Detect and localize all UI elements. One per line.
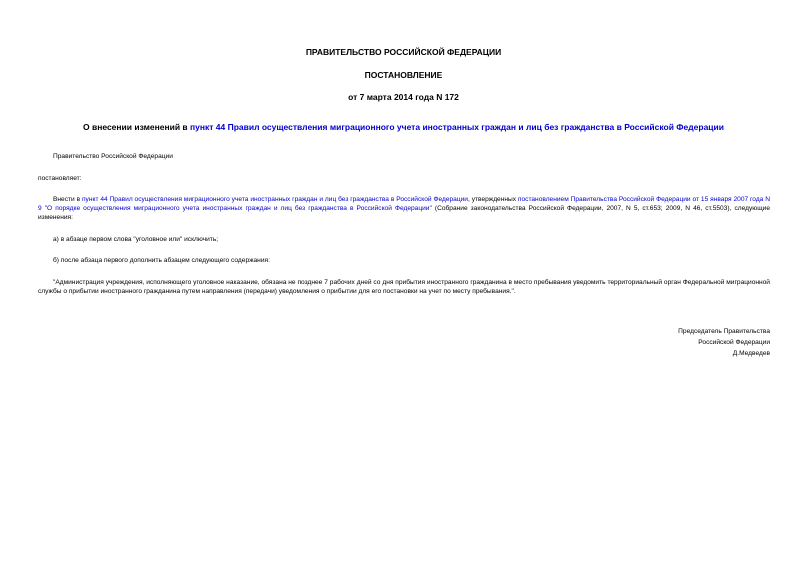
paragraph-amendment bbox=[38, 195, 770, 222]
quoted-paragraph: "Администрация учреждения, исполняющего уголовное наказание, обязана не позднее 7 рабочих дней со дня прибытия иностранного гражданина в место пребывания уведомить территориальный орган Федеральной миграционной службы о прибытии иностранного гражданина путем направления (передачи) уведомления о прибытии для его постановки на учет по месту пребывания.". bbox=[38, 279, 770, 295]
government-title: ПРАВИТЕЛЬСТВО РОССИЙСКОЙ ФЕДЕРАЦИИ bbox=[305, 47, 502, 57]
signature-org: Российской Федерации bbox=[698, 339, 770, 346]
paragraph-text-b: , утвержденных bbox=[467, 196, 518, 203]
document-subject bbox=[0, 122, 807, 132]
signature-title: Председатель Правительства bbox=[678, 328, 770, 335]
subject-prefix: О внесении изменений в bbox=[83, 122, 190, 132]
government-name: Правительство Российской Федерации bbox=[53, 153, 173, 160]
document-date-number: от 7 марта 2014 года N 172 bbox=[348, 92, 459, 102]
resolution-link[interactable]: постановлением Правительства Российской Федерации от 15 января 2007 года N 9 "О порядке осуществления миграционного учета иностранных граждан и лиц без гражданства в Российской Федерации" bbox=[38, 196, 770, 212]
signature-block bbox=[570, 326, 770, 359]
paragraph-text-c: (Собрание законодательства Российской Федерации, 2007, N 5, ст.653; 2009, N 46, ст.5503), следующие изменения: bbox=[38, 205, 770, 221]
document-type: ПОСТАНОВЛЕНИЕ bbox=[364, 70, 443, 80]
item-b: б) после абзаца первого дополнить абзацем следующего содержания: bbox=[53, 257, 270, 264]
decrees-line: постановляет: bbox=[38, 175, 82, 182]
rules-clause-link[interactable]: пункт 44 Правил осуществления миграционного учета иностранных граждан и лиц без гражданства в Российской Федерации bbox=[81, 196, 468, 203]
paragraph-text-a: Внести в bbox=[53, 196, 82, 203]
signature-name: Д.Медведев bbox=[732, 350, 770, 357]
subject-link[interactable]: пункт 44 Правил осуществления миграционного учета иностранных граждан и лиц без гражданства в Российской Федерации bbox=[190, 122, 724, 132]
item-a: а) в абзаце первом слова "уголовное или" исключить; bbox=[53, 236, 219, 243]
